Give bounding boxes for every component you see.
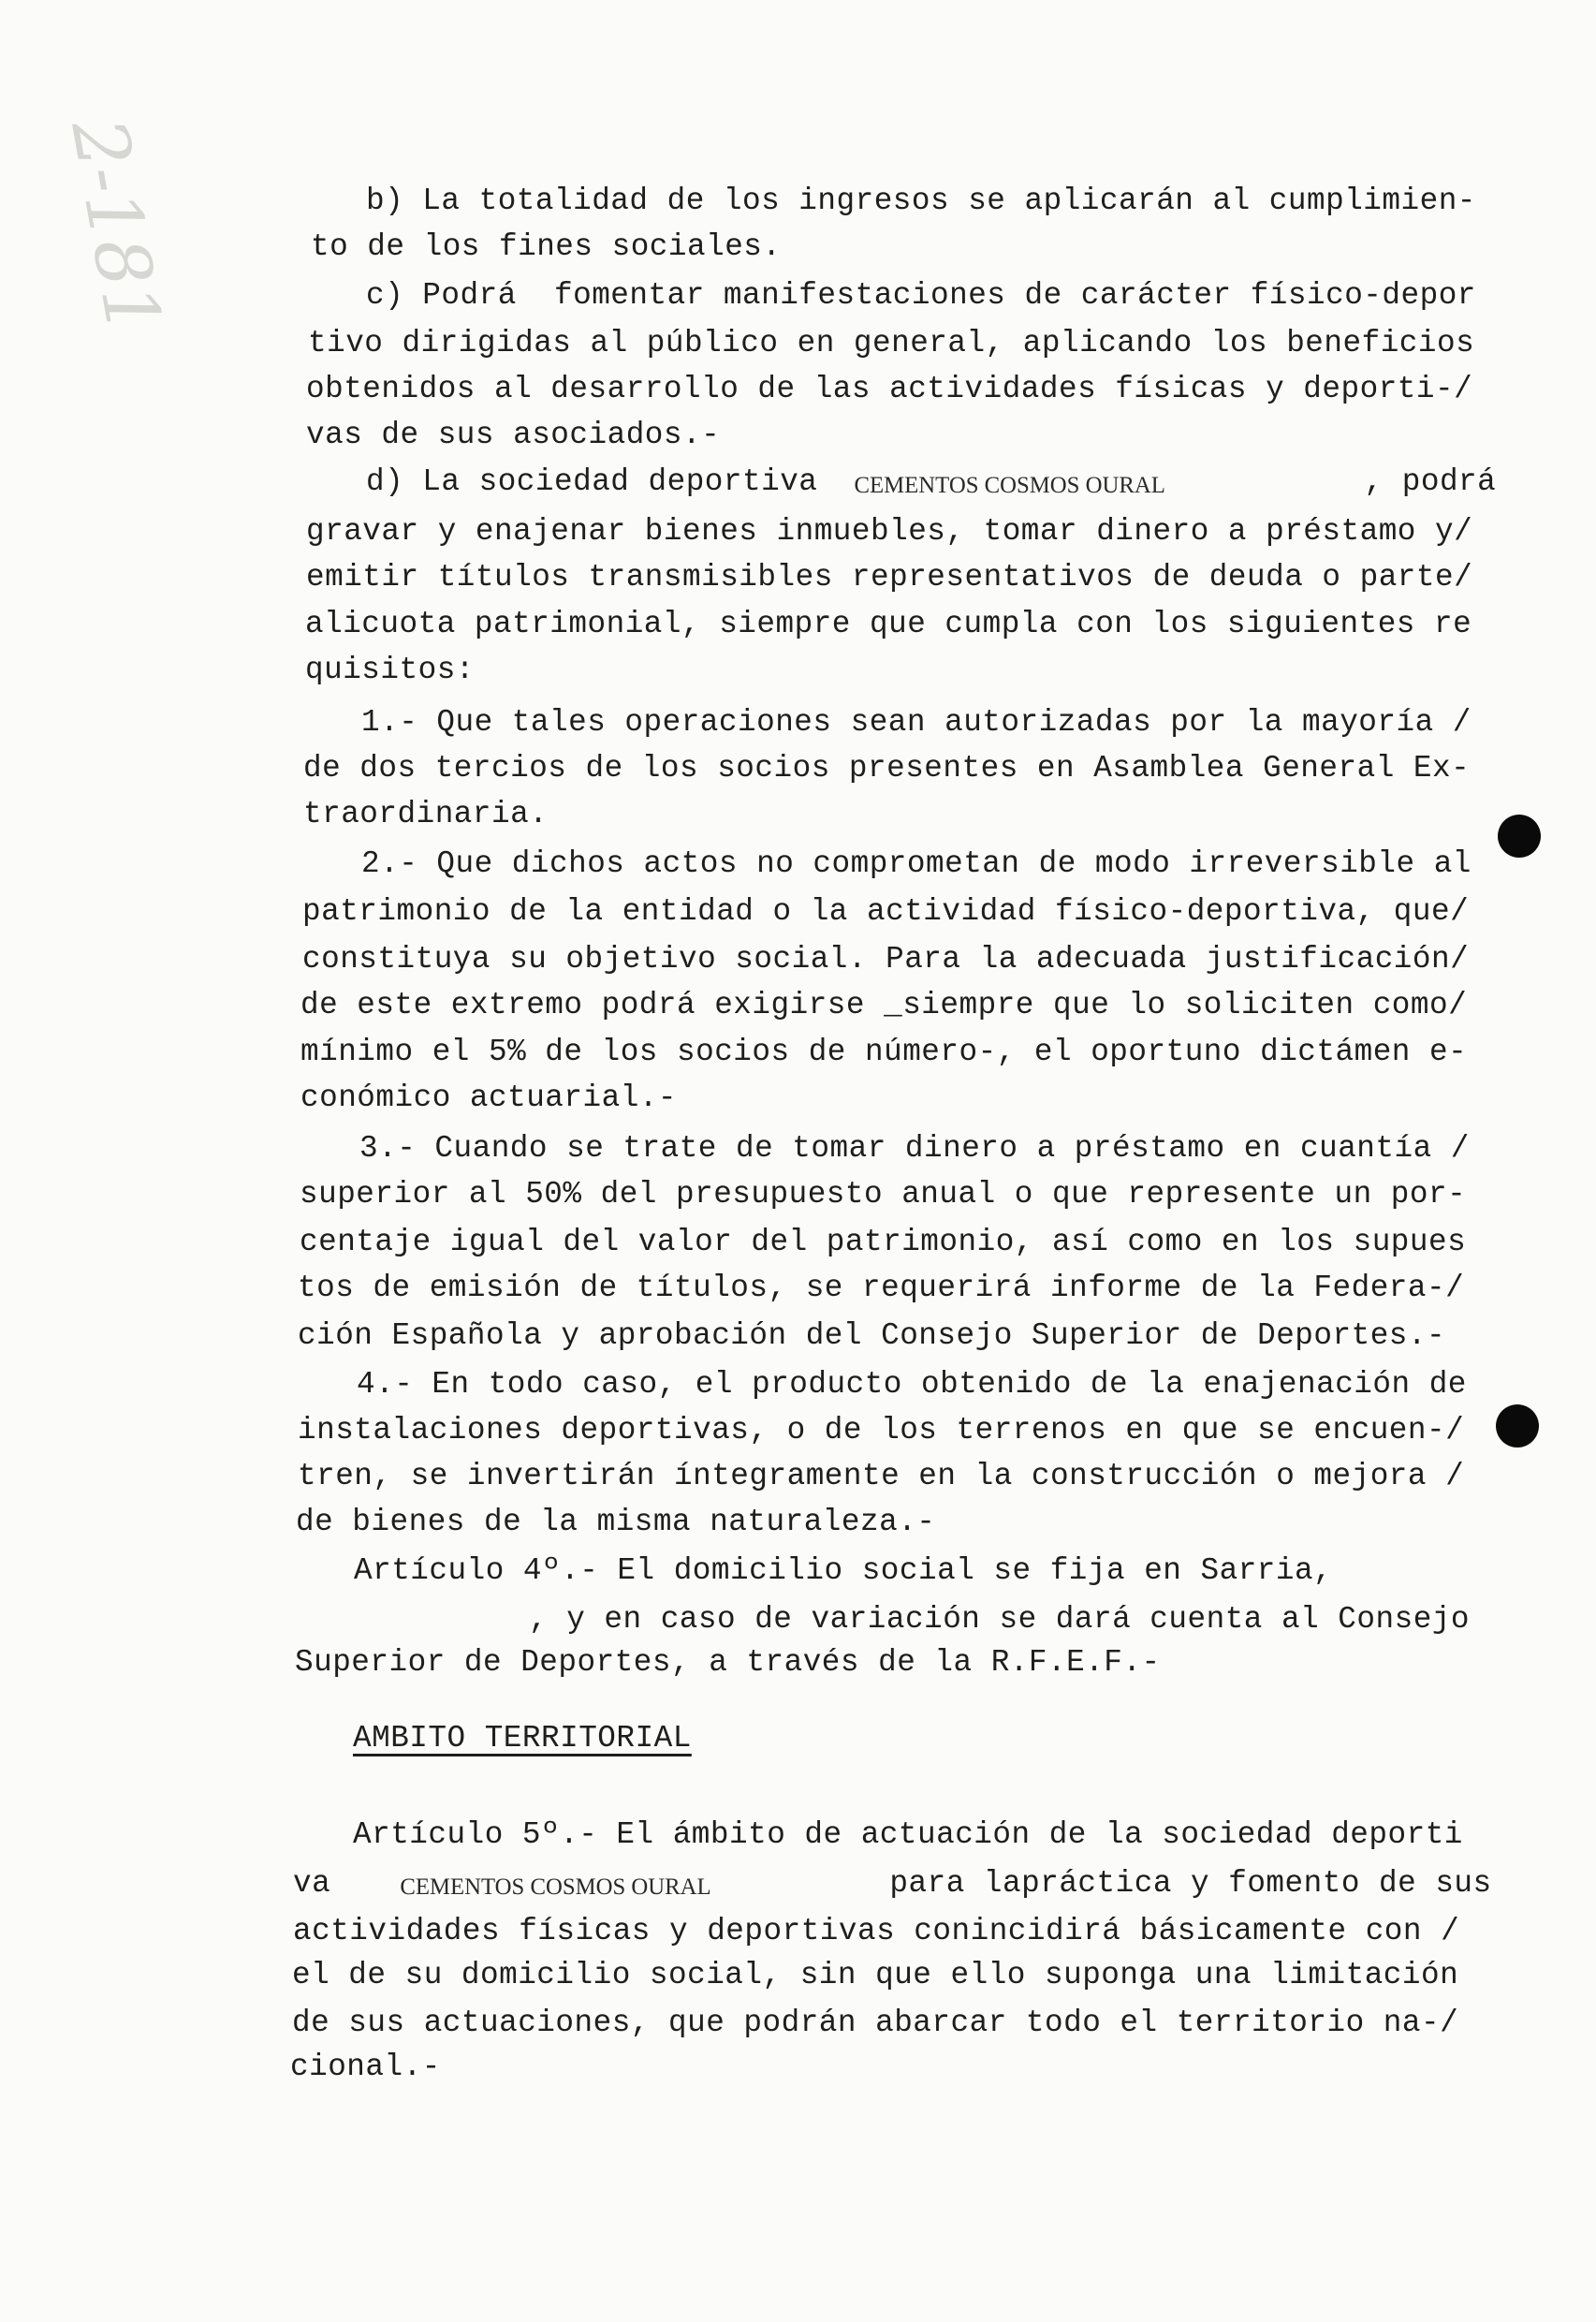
text-line <box>300 1032 1596 1073</box>
text-segment: d) La sociedad deportiva <box>365 464 818 500</box>
text-segment: de este extremo podrá exigirse _siempre que lo soliciten como/ <box>300 987 1468 1022</box>
text-segment: tren, se invertirán íntegramente en la construcción o mejora / <box>297 1458 1465 1493</box>
text-line <box>305 604 1596 645</box>
text-line <box>308 323 1596 364</box>
text-segment: conómico actuarial.- <box>300 1080 678 1116</box>
text-segment: 3.- Cuando se trate de tomar dinero a préstamo en cuantía / <box>359 1131 1471 1167</box>
text-line <box>361 844 1596 885</box>
text-segment: centaje igual del valor del patrimonio, así como en los supues <box>299 1224 1466 1259</box>
text-line <box>298 1410 1596 1451</box>
text-line <box>311 227 1596 268</box>
text-segment: para lapráctica y fomento de sus <box>889 1865 1492 1901</box>
text-segment: de bienes de la misma naturaleza.- <box>296 1504 936 1539</box>
text-line <box>298 1315 1596 1357</box>
text-segment: obtenidos al desarrollo de las actividades físicas y deporti-/ <box>306 371 1473 406</box>
company-name: CEMENTOS COSMOS OURAL <box>854 473 1165 499</box>
text-line <box>306 557 1596 598</box>
text-line <box>353 1815 1596 1856</box>
text-segment: Superior de Deportes, a través de la R.F.E.F.- <box>294 1645 1161 1681</box>
text-line <box>298 1268 1596 1309</box>
text-line <box>300 1078 1596 1119</box>
text-line <box>306 415 1596 456</box>
text-line <box>366 275 1596 316</box>
text-segment: c) Podrá fomentar manifestaciones de carácter físico-depor <box>365 277 1476 313</box>
text-segment: mínimo el 5% de los socios de número-, el oportuno dictámen e- <box>300 1035 1468 1070</box>
text-line <box>296 1502 1596 1543</box>
text-line <box>303 794 1596 835</box>
text-segment: 1.- Que tales operaciones sean autorizadas por la mayoría / <box>361 704 1472 740</box>
text-segment: el de su domicilio social, sin que ello suponga una limitación <box>291 1957 1458 1992</box>
text-line <box>290 2047 1596 2088</box>
text-line <box>361 702 1596 743</box>
text-line <box>302 939 1596 980</box>
heading-text: AMBITO TERRITORIAL <box>352 1720 692 1756</box>
text-segment: , y en caso de variación se dará cuenta al Consejo <box>528 1602 1470 1638</box>
text-line <box>300 1174 1596 1215</box>
text-segment: tivo dirigidas al público en general, aplicando los beneficios <box>308 325 1475 360</box>
text-line <box>303 748 1596 789</box>
text-line <box>300 985 1596 1026</box>
text-line <box>366 181 1596 222</box>
text-line <box>305 650 1596 691</box>
text-line <box>306 369 1596 410</box>
text-segment: tos de emisión de títulos, se requerirá informe de la Federa-/ <box>297 1270 1465 1305</box>
text-segment: to de los fines sociales. <box>311 228 782 264</box>
text-line <box>354 1550 1596 1592</box>
text-segment: 4.- En todo caso, el producto obtenido de la enajenación de <box>357 1366 1468 1402</box>
section-heading <box>353 1718 1596 1759</box>
text-segment: superior al 50% del presupuesto anual o que represente un por- <box>299 1177 1466 1212</box>
text-line <box>529 1599 1596 1640</box>
text-segment: Artículo 5º.- El ámbito de actuación de la sociedad deporti <box>352 1816 1463 1852</box>
text-line <box>357 1364 1596 1405</box>
handwritten-annotation: 2-181 <box>54 112 179 341</box>
text-segment: emitir títulos transmisibles representativos de deuda o parte/ <box>306 559 1473 595</box>
text-segment: cional.- <box>290 2050 441 2085</box>
text-segment: Artículo 4º.- El domicilio social se fija en Sarria, <box>354 1553 1333 1589</box>
text-segment: gravar y enajenar bienes inmuebles, tomar dinero a préstamo y/ <box>306 513 1473 549</box>
text-line <box>292 1955 1596 1996</box>
text-line <box>300 1222 1596 1263</box>
text-segment: 2.- Que dichos actos no comprometan de modo irreversible al <box>361 846 1472 882</box>
text-segment: b) La totalidad de los ingresos se aplicarán al cumplimien- <box>365 183 1476 218</box>
text-segment: traordinaria. <box>303 796 549 831</box>
text-line <box>292 2003 1596 2044</box>
text-segment: actividades físicas y deportivas conincidirá básicamente con / <box>293 1913 1460 1948</box>
text-segment: de dos tercios de los socios presentes en Asamblea General Ex- <box>303 750 1471 786</box>
text-segment: patrimonio de la entidad o la actividad físico-deportiva, que/ <box>301 894 1469 930</box>
text-segment: , podrá <box>1364 464 1497 500</box>
company-name: CEMENTOS COSMOS OURAL <box>400 1874 711 1900</box>
text-segment: alicuota patrimonial, siempre que cumpla con los siguientes re <box>304 607 1472 642</box>
text-segment: instalaciones deportivas, o de los terrenos en que se encuen-/ <box>297 1412 1465 1448</box>
text-line <box>302 891 1596 933</box>
text-segment: va <box>293 1865 331 1901</box>
text-segment: quisitos: <box>304 653 475 688</box>
text-segment: constituya su objetivo social. Para la adecuada justificación/ <box>301 941 1469 977</box>
text-segment: ción Española y aprobación del Consejo Superior de Deportes.- <box>297 1317 1446 1353</box>
text-segment: vas de sus asociados.- <box>306 417 721 452</box>
text-line <box>293 1911 1596 1952</box>
text-line <box>295 1642 1596 1683</box>
text-line <box>306 511 1596 552</box>
text-line <box>359 1128 1596 1169</box>
text-segment: de sus actuaciones, que podrán abarcar todo el territorio na-/ <box>291 2005 1458 2040</box>
text-line <box>366 462 1596 503</box>
text-line <box>293 1863 1596 1904</box>
text-line <box>298 1456 1596 1497</box>
